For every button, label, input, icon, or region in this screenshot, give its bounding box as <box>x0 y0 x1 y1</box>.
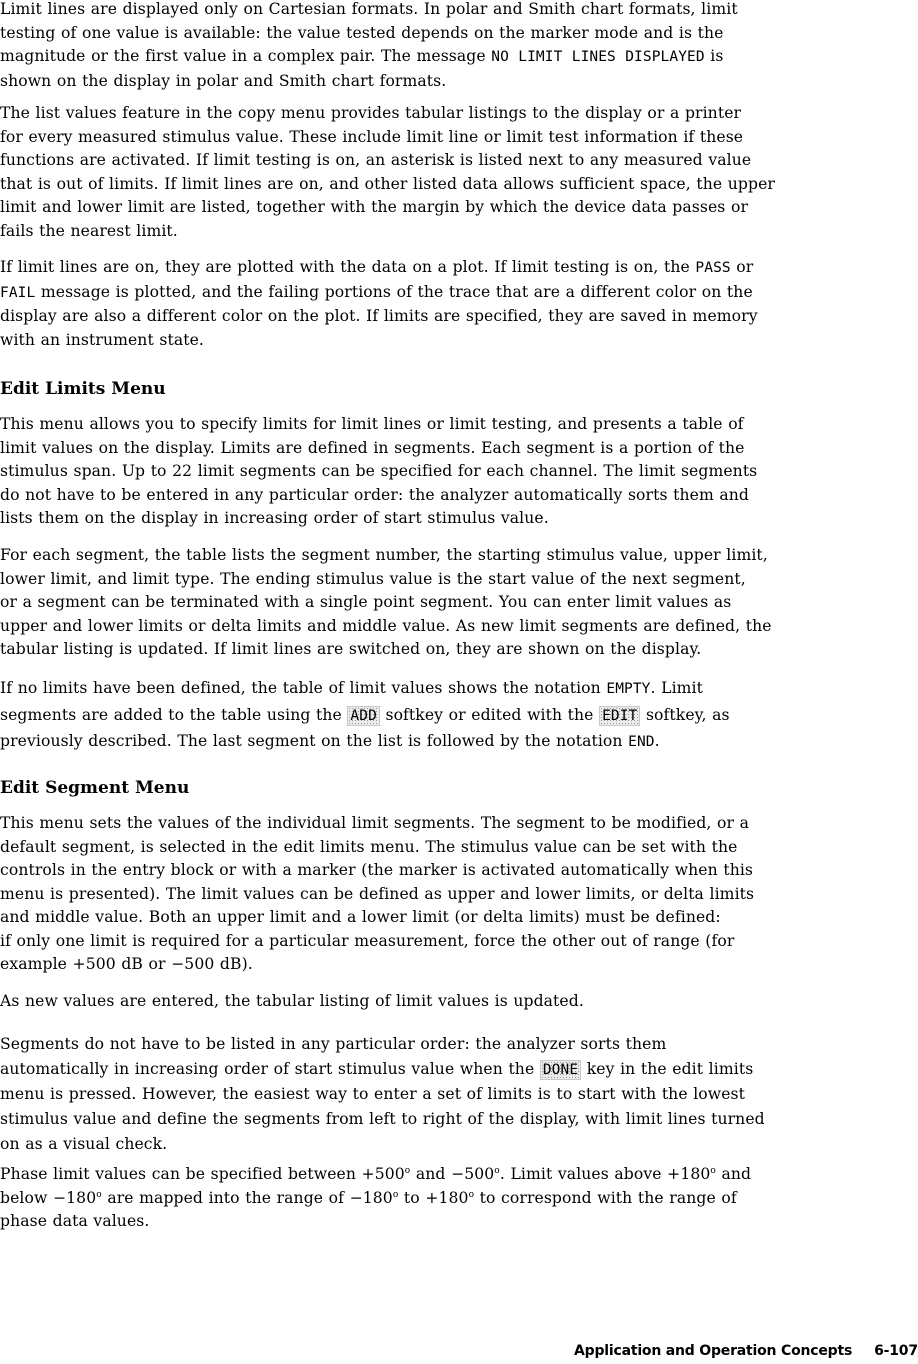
paragraph-edit-limits-intro: This menu allows you to specify limits for limit lines or limit testing, and presents a table of limit values on the display. Limits are defined in segments. Each segment is a portion of the stimulus span. Up to 22 limit segments can be specified for each channel. The limit segments do not have to be entered in any particular order: the analyzer automatically sorts them and lists them on the display in increasing order of start stimulus value. <box>0 415 758 527</box>
heading-edit-segment-menu: Edit Segment Menu <box>0 778 190 798</box>
degree-mark: o <box>468 1189 475 1200</box>
paragraph-segment-table: For each segment, the table lists the segment number, the starting stimulus value, upper limit, lower limit, and limit type. The ending stimulus value is the start value of the next segment, or a segment can be terminated with a single point segment. You can enter limit values as upper and lower limits or delta limits and middle value. As new limit segments are defined, the tabular listing is updated. If limit lines are switched on, they are shown on the display. <box>0 546 772 658</box>
degree-mark: o <box>96 1189 102 1200</box>
softkey-add: ADD <box>347 706 380 726</box>
paragraph-empty-table: If no limits have been defined, the table of limit values shows the notation EMPTY. Limit segments are added to the table using the ADD softkey or edited with the EDIT softkey, as previously described. The last segment on the list is followed by the notation END. <box>0 679 730 750</box>
degree-mark: o <box>404 1165 411 1176</box>
message-pass: PASS <box>695 260 731 276</box>
paragraph-limit-lines-formats: Limit lines are displayed only on Cartesian formats. In polar and Smith chart formats, limit testing of one value is available: the value tested depends on the marker mode and is the magnitude or the first value in a complex pair. The message NO LIMIT LINES DISPLAYED is shown on the display in polar and Smith chart formats. <box>0 0 738 90</box>
softkey-done: DONE <box>540 1060 581 1080</box>
paragraph-list-values: The list values feature in the copy menu provides tabular listings to the display or a printer for every measured stimulus value. These include limit line or limit test information if these functions are activated. If limit testing is on, an asterisk is listed next to any measured value that is out of limits. If limit lines are on, and other listed data allows sufficient space, the upper limit and lower limit are listed, together with the margin by which the device data passes or fails the nearest limit. <box>0 104 775 240</box>
notation-end: END <box>628 734 655 750</box>
footer-page-number: 6-107 <box>874 1343 918 1359</box>
degree-mark: o <box>710 1165 716 1176</box>
paragraph-edit-segment-intro: This menu sets the values of the individual limit segments. The segment to be modified, or a default segment, is selected in the edit limits menu. The stimulus value can be set with the controls in the entry block or with a marker (the marker is activated automatically when this menu is presented). The limit values can be defined as upper and lower limits, or delta limits and middle value. Both an upper limit and a lower limit (or delta limits) must be defined: if only one limit is required for a particular measurement, force the other out of range (for example +500 dB or −500 dB). <box>0 814 755 973</box>
paragraph-phase-limits: Phase limit values can be specified between $+500^o$ and $-500^o$. Limit values above $+180^o$ and below $-180^o$ are mapped into the range of $-180^o$ to $+180^o$ to correspond with the range of phase data values. <box>0 1165 752 1230</box>
message-fail: FAIL <box>0 284 36 301</box>
softkey-edit: EDIT <box>599 706 640 726</box>
footer-section-title: Application and Operation Concepts <box>574 1343 853 1359</box>
paragraph-segment-order: Segments do not have to be listed in any particular order: the analyzer sorts them automatically in increasing order of start stimulus value when the DONE key in the edit limits menu is pressed. However, the easiest way to enter a set of limits is to start with the lowest stimulus value and define the segments from left to right of the display, with limit lines turned on as a visual check. <box>0 1035 765 1153</box>
message-no-limit-lines: NO LIMIT LINES DISPLAYED <box>491 49 705 65</box>
degree-mark: o <box>392 1189 399 1200</box>
degree-mark: o <box>494 1165 500 1176</box>
notation-empty: EMPTY <box>606 681 651 697</box>
paragraph-tabular-update: As new values are entered, the tabular listing of limit values is updated. <box>0 992 584 1010</box>
heading-edit-limits-menu: Edit Limits Menu <box>0 379 166 399</box>
page-footer <box>574 1343 918 1359</box>
paragraph-limit-plotting: If limit lines are on, they are plotted with the data on a plot. If limit testing is on, the PASS or FAIL message is plotted, and the failing portions of the trace that are a different color on the display are also a different color on the plot. If limits are specified, they are saved in memory with an instrument state. <box>0 258 758 349</box>
